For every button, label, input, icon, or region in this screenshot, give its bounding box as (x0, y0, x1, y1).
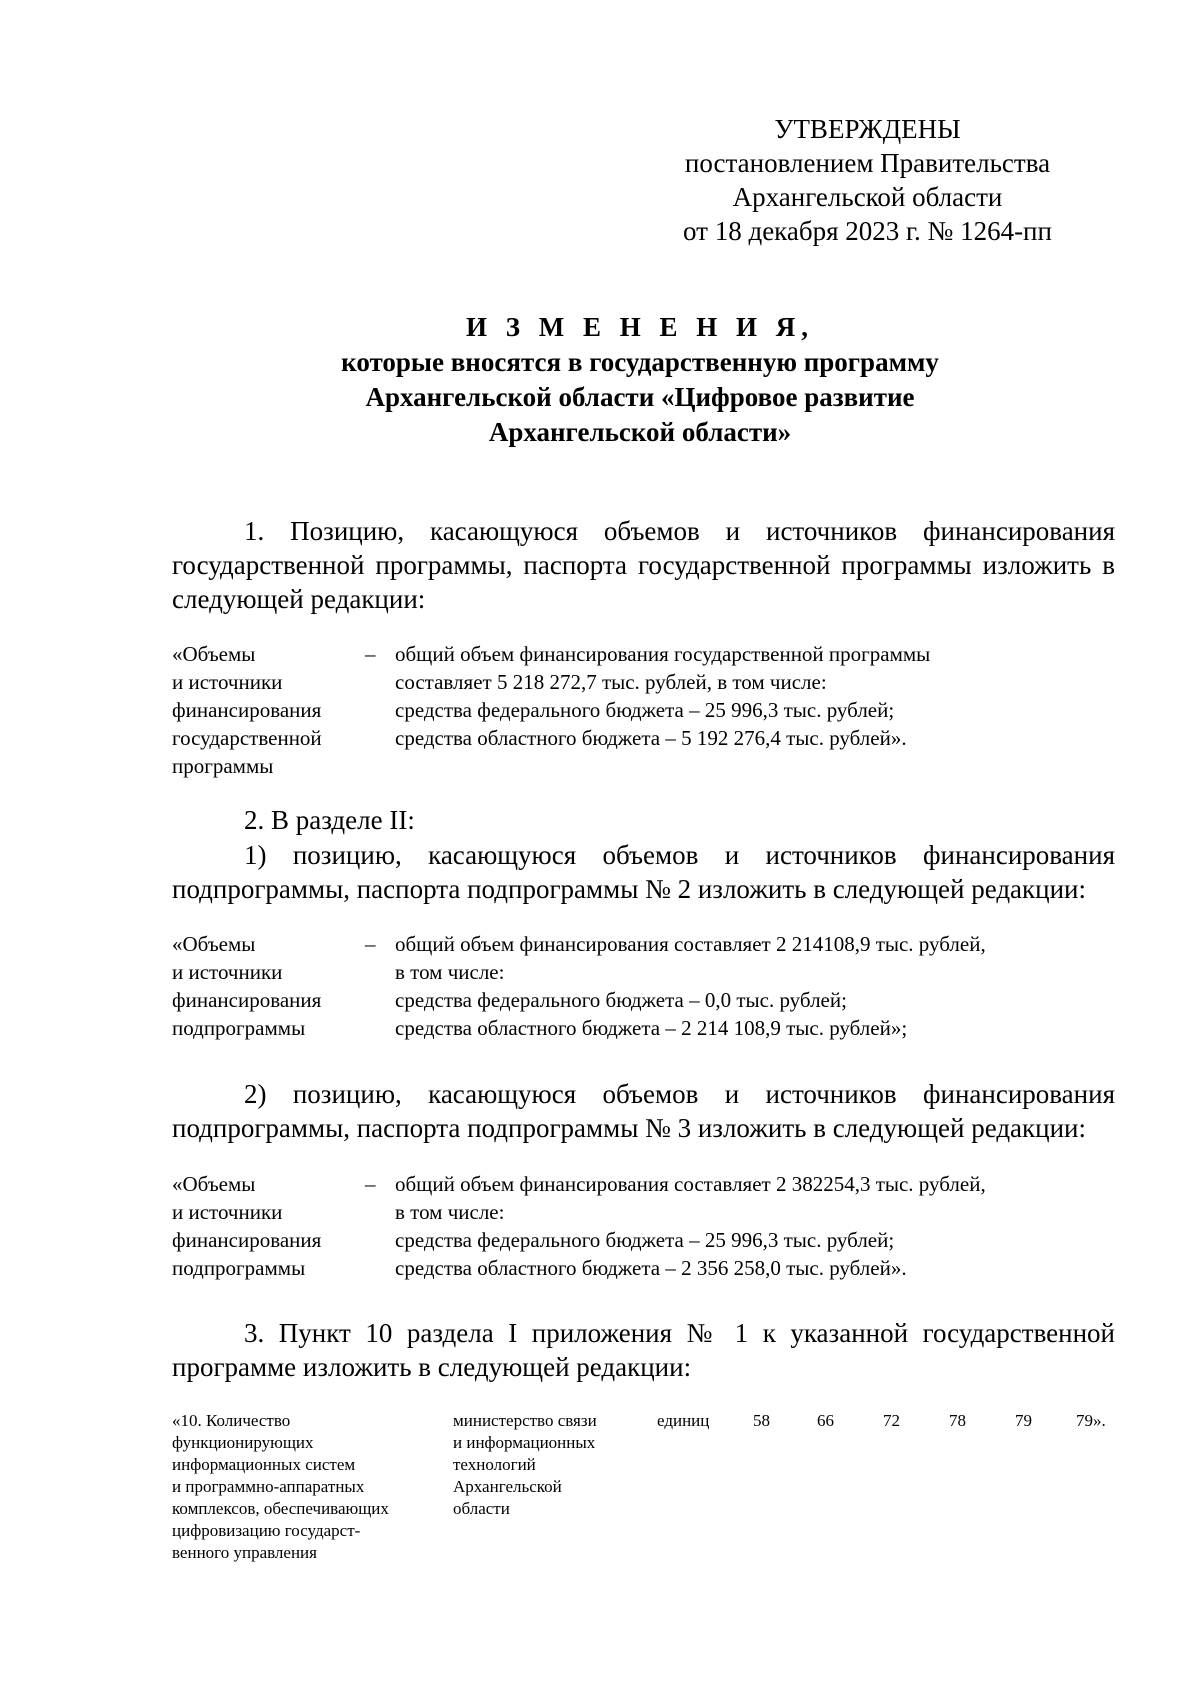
approval-line: постановлением Правительства (684, 148, 1051, 178)
financing-value (395, 640, 1115, 752)
dash-separator: – (365, 1172, 376, 1196)
dash-separator: – (365, 932, 376, 956)
value-line: средства федерального бюджета – 25 996,3 тыс. рублей; (395, 1228, 895, 1252)
value-line: средства федерального бюджета – 0,0 тыс. рублей; (395, 988, 847, 1012)
approval-line: от 18 декабря 2023 г. № 1264-пп (683, 216, 1052, 246)
financing-label (172, 930, 347, 1042)
document-title (170, 310, 1110, 450)
label-line: «Объемы (172, 642, 256, 666)
label-line: и источники (172, 670, 283, 694)
cell-line: области (453, 1499, 510, 1518)
label-line: и источники (172, 1200, 283, 1224)
label-line: подпрограммы (172, 1016, 306, 1040)
value-line: общий объем финансирования государственной программы (395, 642, 931, 666)
financing-value (395, 1170, 1115, 1282)
value-cell: 66 (817, 1411, 834, 1430)
financing-label (172, 1170, 347, 1282)
cell-line: Архангельской (453, 1477, 562, 1496)
cell-line: венного управления (172, 1543, 317, 1562)
cell-line: и информационных (453, 1433, 596, 1452)
unit-cell: единиц (657, 1411, 710, 1430)
cell-line: цифровизацию государст- (172, 1521, 361, 1540)
financing-label (172, 640, 347, 780)
cell-line: «10. Количество (172, 1411, 291, 1430)
value-line: в том числе: (395, 960, 505, 984)
value-line: общий объем финансирования составляет 2 382254,3 тыс. рублей, (395, 1172, 986, 1196)
label-line: финансирования (172, 988, 322, 1012)
label-line: «Объемы (172, 1172, 256, 1196)
value-line: составляет 5 218 272,7 тыс. рублей, в том числе: (395, 670, 827, 694)
cell-line: и программно-аппаратных (172, 1477, 365, 1496)
cell-line: функционирующих (172, 1433, 314, 1452)
value-line: средства федерального бюджета – 25 996,3 тыс. рублей; (395, 698, 895, 722)
label-line: подпрограммы (172, 1256, 306, 1280)
value-cell: 78 (949, 1411, 966, 1430)
item-1-paragraph: 1. Позицию, касающуюся объемов и источников финансирования государственной программы, паспорта государственной программы изложить в следующей редакции: (172, 516, 1115, 614)
value-line: средства областного бюджета – 2 214 108,9 тыс. рублей»; (395, 1016, 908, 1040)
value-line: средства областного бюджета – 5 192 276,4 тыс. рублей». (395, 726, 907, 750)
value-line: в том числе: (395, 1200, 505, 1224)
value-line: общий объем финансирования составляет 2 214108,9 тыс. рублей, (395, 932, 986, 956)
value-line: средства областного бюджета – 2 356 258,0 тыс. рублей». (395, 1256, 907, 1280)
approval-line: Архангельской области (732, 182, 1003, 212)
approval-stamp (655, 112, 1080, 248)
label-line: и источники (172, 960, 283, 984)
cell-line: технологий (453, 1455, 536, 1474)
value-cell: 58 (753, 1411, 770, 1430)
responsible-cell (453, 1410, 643, 1520)
approval-line: УТВЕРЖДЕНЫ (774, 114, 961, 144)
label-line: государственной (172, 726, 322, 750)
label-line: финансирования (172, 1228, 322, 1252)
label-line: финансирования (172, 698, 322, 722)
value-cell: 79 (1015, 1411, 1032, 1430)
title-heading: И З М Е Н Е Н И Я, (465, 312, 814, 342)
cell-line: информационных систем (172, 1455, 356, 1474)
dash-separator: – (365, 642, 376, 666)
value-cell: 72 (883, 1411, 900, 1430)
label-line: «Объемы (172, 932, 256, 956)
cell-line: министерство связи (453, 1411, 597, 1430)
item-2-subitem-1: 1) позицию, касающуюся объемов и источников финансирования подпрограммы, паспорта подпрограммы № 2 изложить в следующей редакции: (172, 840, 1115, 904)
title-line: которые вносятся в государственную программу (341, 347, 939, 377)
title-line: Архангельской области» (488, 417, 792, 447)
indicator-name-cell (172, 1410, 442, 1564)
item-2-subitem-2: 2) позицию, касающуюся объемов и источников финансирования подпрограммы, паспорта подпрограммы № 3 изложить в следующей редакции: (172, 1079, 1115, 1143)
label-line: программы (172, 754, 274, 778)
item-3-paragraph: 3. Пункт 10 раздела I приложения № 1 к указанной государственной программе изложить в следующей редакции: (172, 1318, 1115, 1382)
financing-value (395, 930, 1115, 1042)
title-line: Архангельской области «Цифровое развитие (365, 382, 915, 412)
cell-line: комплексов, обеспечивающих (172, 1499, 389, 1518)
value-cell: 79». (1076, 1411, 1106, 1430)
item-2-heading: 2. В разделе II: (244, 805, 415, 835)
